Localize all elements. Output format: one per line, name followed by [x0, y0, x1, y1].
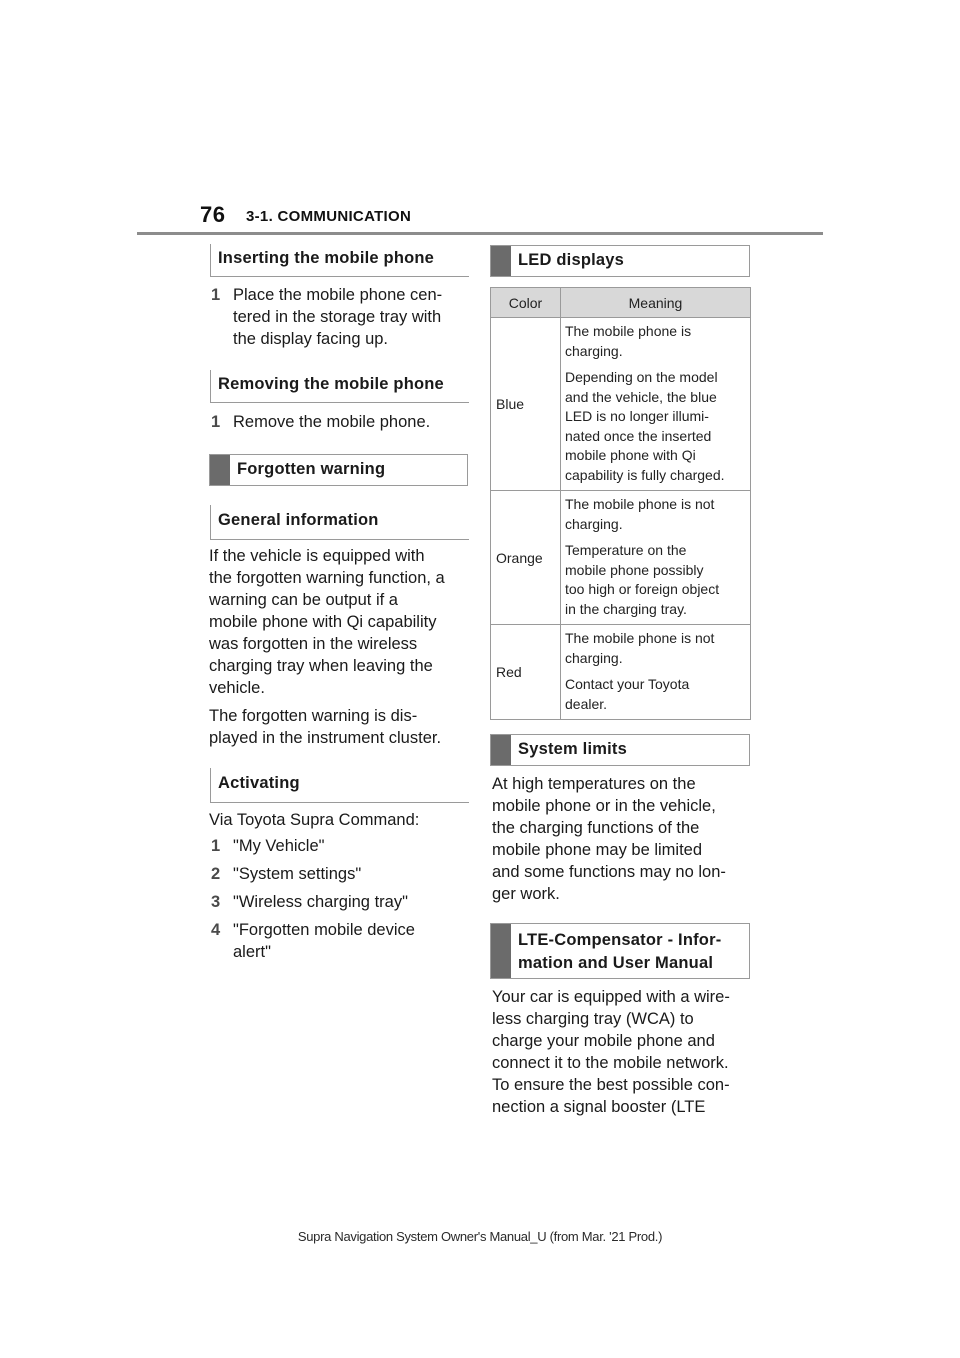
step-number: 3 [211, 893, 221, 911]
text-line: mobile phone with Qi capability [209, 613, 437, 631]
general-information-heading [210, 505, 469, 540]
activating-heading [210, 768, 469, 803]
step-line: "Wireless charging tray" [233, 893, 408, 911]
system-limits-para [492, 773, 754, 905]
general-information-para-1 [209, 545, 469, 699]
step-number: 1 [211, 413, 221, 431]
meaning-paragraph [565, 495, 748, 534]
page-number: 76 [200, 202, 226, 227]
text-line: charge your mobile phone and [492, 1032, 715, 1050]
chapter-title: 3-1. COMMUNICATION [246, 208, 412, 225]
step-number: 1 [211, 286, 221, 304]
step-line: alert" [233, 943, 271, 961]
step-number: 1 [211, 837, 221, 855]
forgotten-warning-heading-text: Forgotten warning [237, 460, 386, 478]
text-line: mobile phone or in the vehicle, [492, 797, 716, 815]
column-header-color: Color [491, 288, 561, 318]
meaning-line: The mobile phone is not [565, 630, 715, 646]
meaning-line: capability is fully charged. [565, 466, 725, 483]
forgotten-warning-heading [209, 454, 468, 486]
meaning-cell [561, 625, 751, 720]
table-row [491, 491, 751, 625]
meaning-line: dealer. [565, 695, 608, 712]
text-line: the charging functions of the [492, 819, 700, 837]
text-line: At high temperatures on the [492, 775, 696, 793]
text-line: was forgotten in the wireless [209, 635, 418, 653]
step-line: tered in the storage tray with [233, 308, 442, 326]
step-line: Place the mobile phone cen- [233, 286, 443, 304]
text-line: connect it to the mobile network. [492, 1054, 729, 1072]
step-number: 4 [211, 921, 221, 939]
header-rule [137, 232, 823, 235]
page-footer: Supra Navigation System Owner's Manual_U (from Mar. '21 Prod.) [297, 1229, 663, 1244]
text-line: the forgotten warning function, a [209, 569, 445, 587]
text-line: vehicle. [209, 679, 265, 697]
meaning-paragraph [565, 675, 748, 714]
meaning-line: LED is no longer illumi- [565, 408, 709, 424]
meaning-line: mobile phone possibly [565, 561, 704, 578]
meaning-line: charging. [565, 649, 623, 666]
general-information-heading-text: General information [218, 511, 379, 529]
text-line: To ensure the best possible con- [492, 1076, 730, 1094]
led-table [490, 287, 751, 720]
meaning-line: too high or foreign object [565, 581, 720, 597]
activating-heading-text: Activating [218, 774, 300, 792]
removing-heading [210, 370, 469, 403]
table-row [491, 625, 751, 720]
step-line: "Forgotten mobile device [233, 921, 415, 939]
meaning-paragraph [565, 368, 748, 485]
text-line: ger work. [492, 885, 560, 903]
step-line: "My Vehicle" [233, 837, 325, 855]
meaning-line: The mobile phone is not [565, 496, 715, 512]
step-number: 2 [211, 865, 221, 883]
meaning-line: Depending on the model [565, 369, 718, 385]
lte-heading-line: LTE-Compensator - Infor- [518, 931, 722, 949]
removing-heading-text: Removing the mobile phone [218, 375, 444, 393]
text-line: nection a signal booster (LTE [492, 1098, 706, 1116]
text-line: and some functions may no lon- [492, 863, 726, 881]
meaning-cell [561, 491, 751, 625]
led-displays-heading [490, 245, 750, 277]
heading-bar [210, 455, 230, 485]
inserting-heading [210, 244, 469, 277]
color-cell: Orange [491, 491, 561, 625]
color-cell: Blue [491, 318, 561, 491]
meaning-line: and the vehicle, the blue [565, 388, 717, 405]
meaning-line: nated once the inserted [565, 427, 712, 444]
heading-bar [491, 924, 511, 978]
meaning-line: in the charging tray. [565, 600, 687, 617]
meaning-line: Contact your Toyota [565, 676, 690, 692]
meaning-line: charging. [565, 342, 623, 359]
meaning-paragraph [565, 541, 748, 619]
table-row [491, 318, 751, 491]
text-line: Your car is equipped with a wire- [492, 988, 730, 1006]
lte-heading-line: mation and User Manual [518, 954, 714, 972]
color-cell: Red [491, 625, 561, 720]
meaning-paragraph [565, 629, 748, 668]
step-line: "System settings" [233, 865, 362, 883]
meaning-cell [561, 318, 751, 491]
heading-bar [491, 246, 511, 276]
text-line: The forgotten warning is dis- [209, 707, 418, 725]
text-line: played in the instrument cluster. [209, 729, 442, 747]
text-line: mobile phone may be limited [492, 841, 703, 859]
table-header-row [491, 288, 751, 318]
meaning-line: charging. [565, 515, 623, 532]
text-line: charging tray when leaving the [209, 657, 433, 675]
text-line: warning can be output if a [209, 591, 398, 609]
led-displays-heading-text: LED displays [518, 251, 625, 269]
meaning-paragraph [565, 322, 748, 361]
text-line: If the vehicle is equipped with [209, 547, 425, 565]
step-line: the display facing up. [233, 330, 389, 348]
inserting-heading-text: Inserting the mobile phone [218, 249, 435, 267]
activating-intro: Via Toyota Supra Command: [209, 811, 420, 829]
text-line: less charging tray (WCA) to [492, 1010, 694, 1028]
general-information-para-2 [209, 705, 469, 749]
meaning-line: The mobile phone is [565, 323, 692, 339]
meaning-line: mobile phone with Qi [565, 447, 696, 463]
lte-compensator-heading [490, 923, 750, 979]
column-header-meaning: Meaning [561, 288, 751, 318]
heading-bar [491, 735, 511, 765]
step-line: Remove the mobile phone. [233, 413, 431, 431]
system-limits-heading [490, 734, 750, 766]
lte-para [492, 986, 754, 1118]
system-limits-heading-text: System limits [518, 740, 627, 758]
meaning-line: Temperature on the [565, 542, 687, 558]
